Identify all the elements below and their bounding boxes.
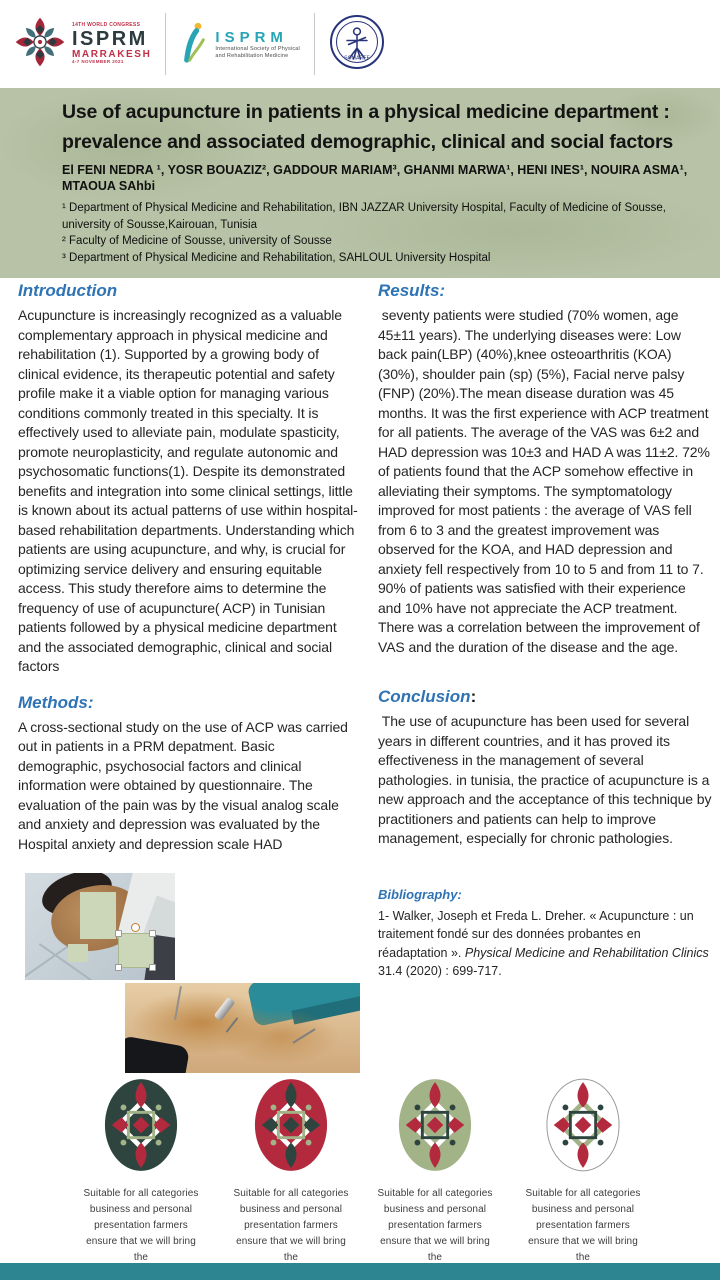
marrakesh-rosette-icon bbox=[14, 16, 66, 73]
congress-dates: 4-7 NOVEMBER 2021 bbox=[72, 59, 124, 65]
authors-line: El FENI NEDRA ¹, YOSR BOUAZIZ², GADDOUR MARIAM³, GHANMI MARWA¹, HENI INES¹, NOUIRA ASMA¹, MTAOUA SAhbi bbox=[62, 163, 688, 193]
sage-medallion-icon bbox=[396, 1161, 474, 1178]
affiliation-2: ² Faculty of Medicine of Sousse, university of Sousse bbox=[62, 235, 332, 247]
isprm-subtitle-1: International Society of Physical bbox=[215, 46, 300, 53]
anonymization-patch-selected bbox=[118, 933, 154, 968]
bibliography-heading: Bibliography: bbox=[378, 886, 462, 902]
footer-accent-bar bbox=[0, 1263, 720, 1280]
header-logo-bar bbox=[0, 0, 720, 88]
medallion-card-3 bbox=[360, 1076, 510, 1266]
title-line-2: prevalence and associated demographic, clinical and social factors bbox=[62, 131, 674, 153]
medallion-card-2 bbox=[216, 1076, 366, 1266]
isprm-wordmark: ISPRM bbox=[215, 29, 288, 47]
medallion-caption: Suitable for all categories business and personal presentation farmers ensure that we will bring the bbox=[377, 1188, 493, 1263]
logo-row bbox=[14, 6, 385, 82]
conclusion-heading: Conclusion: bbox=[378, 687, 477, 706]
facial-acupuncture-photo bbox=[25, 873, 175, 980]
isprm-figure-icon bbox=[180, 19, 210, 70]
affiliation-3: ³ Department of Physical Medicine and Rehabilitation, SAHLOUL University Hospital bbox=[62, 251, 491, 264]
affiliation-1: ¹ Department of Physical Medicine and Rehabilitation, IBN JAZZAR University Hospital, Faculty of Medicine of Sousse, university of Sousse,Kairouan, Tunisia bbox=[62, 202, 667, 231]
isprm-marrakesh-logo bbox=[14, 16, 151, 73]
selection-handle bbox=[149, 930, 156, 937]
logo-divider bbox=[165, 13, 166, 75]
right-column bbox=[378, 281, 712, 981]
white-medallion-icon bbox=[544, 1161, 622, 1178]
somaref-badge bbox=[329, 14, 385, 75]
medallion-card-1 bbox=[66, 1076, 216, 1266]
results-body: seventy patients were studied (70% women, age 45±11 years). The underlying diseases were: Low back pain(LBP) (40%),knee osteoarthritis (KOA) (30%), shoulder pain (sp) (5%), Facial nerve palsy (FNP) (20%).The mean disease duration was 45 months. It was the first experience with ACP treatment for all patients. The average of the VAS was 6±2 and HAD depression was 10±3 and HAD A was 11±2. 72% of patients found that the ACP somehow effective in alleviating their symptoms. The symptomatology improved for most patients : the average of VAS fell from 6 to 3 and the greatest improvement was observed for the KOA, and HAD depression and anxiety fell respectively from 10 to 5 and from 11 to 7. 90% of patients was satisfied with their experience and 10% have not appreciate the ACP treatment. There was a correlation between the improvement of VAS and the duration of the disease and the age. bbox=[378, 307, 710, 655]
journal-title: Physical Medicine and Rehabilitation Clinics bbox=[464, 945, 709, 960]
methods-body: A cross-sectional study on the use of ACP was carried out in patients in a PRM depatment. Basic demographic, psychosocial factors and clinical information were obtained by questionnaire. The evaluation of the pain was by the visual analog scale and anxiety and depression was evaluated by the Hospital anxiety and depression scale HAD bbox=[18, 718, 348, 852]
selection-handle bbox=[149, 964, 156, 971]
results-heading: Results: bbox=[378, 281, 446, 300]
poster-title bbox=[62, 97, 710, 157]
isprm-subtitle-2: and Rehabilitation Medicine bbox=[215, 52, 289, 59]
methods-heading: Methods: bbox=[18, 692, 94, 712]
somaref-label: SOMAREF bbox=[344, 55, 370, 61]
introduction-heading: Introduction bbox=[18, 281, 118, 300]
dark-teal-medallion-icon bbox=[102, 1161, 180, 1178]
marrakesh-city: MARRAKESH bbox=[72, 48, 152, 60]
title-line-1: Use of acupuncture in patients in a physical medicine department : bbox=[62, 101, 670, 123]
conclusion-body: The use of acupuncture has been used for several years in different countries, and it has proved its effectiveness in the management of several pathologies. in tunisia, the practice of acupuncture is a new approach and the acceptance of this technique by practitioners and patients can help to improve management, especially for chronic pathologies. bbox=[378, 713, 712, 846]
rotate-handle bbox=[131, 923, 140, 932]
logo-divider bbox=[314, 13, 315, 75]
introduction-body: Acupuncture is increasingly recognized as a valuable complementary approach in physical medicine and rehabilitation (1). Supported by a growing body of clinical evidence, its therapeutic potential and safety profile make it a viable option for managing various conditions commonly treated in this specialty. It is effectively used to alleviate pain, modulate spasticity, promote neuroplasticity, and regulate autonomic and psychosomatic functions(1). Despite its demonstrated benefits and integration into some clinical settings, little is known about its actual patterns of use within hospital-based rehabilitation departments. Understanding which patients are using acupuncture, and why, is crucial for optimizing service delivery and ensuring equitable access. This study therefore aims to determine the frequency of use of acupuncture( ACP) in Tunisian patients followed by a physical medicine department and the associated demographic, clinical and social factors bbox=[18, 307, 358, 674]
anonymization-patch bbox=[68, 944, 88, 962]
title-band bbox=[0, 88, 720, 278]
left-column bbox=[18, 281, 360, 854]
crimson-medallion-icon bbox=[252, 1161, 330, 1178]
medallion-caption: Suitable for all categories business and personal presentation farmers ensure that we will bring the bbox=[525, 1188, 641, 1263]
medallion-caption: Suitable for all categories business and personal presentation farmers ensure that we will bring the bbox=[83, 1188, 199, 1263]
affiliations bbox=[62, 200, 707, 266]
knee-acupuncture-photo bbox=[125, 983, 360, 1073]
anonymization-patch bbox=[80, 892, 116, 939]
congress-line: 14TH WORLD CONGRESS bbox=[72, 22, 141, 29]
bibliography-entry: 1- Walker, Joseph et Freda L. Dreher. « Acupuncture : un traitement fondé sur des données probantes en réadaptation ». Physical Medicine and Rehabilitation Clinics 31.4 (2020) : 699-717. bbox=[378, 908, 709, 978]
selection-handle bbox=[115, 964, 122, 971]
medallion-caption: Suitable for all categories business and personal presentation farmers ensure that we will bring the bbox=[233, 1188, 349, 1263]
marrakesh-isprm-wordmark: ISPRM bbox=[72, 27, 148, 50]
medallion-card-4 bbox=[508, 1076, 658, 1266]
selection-handle bbox=[115, 930, 122, 937]
isprm-international-logo bbox=[180, 19, 300, 70]
